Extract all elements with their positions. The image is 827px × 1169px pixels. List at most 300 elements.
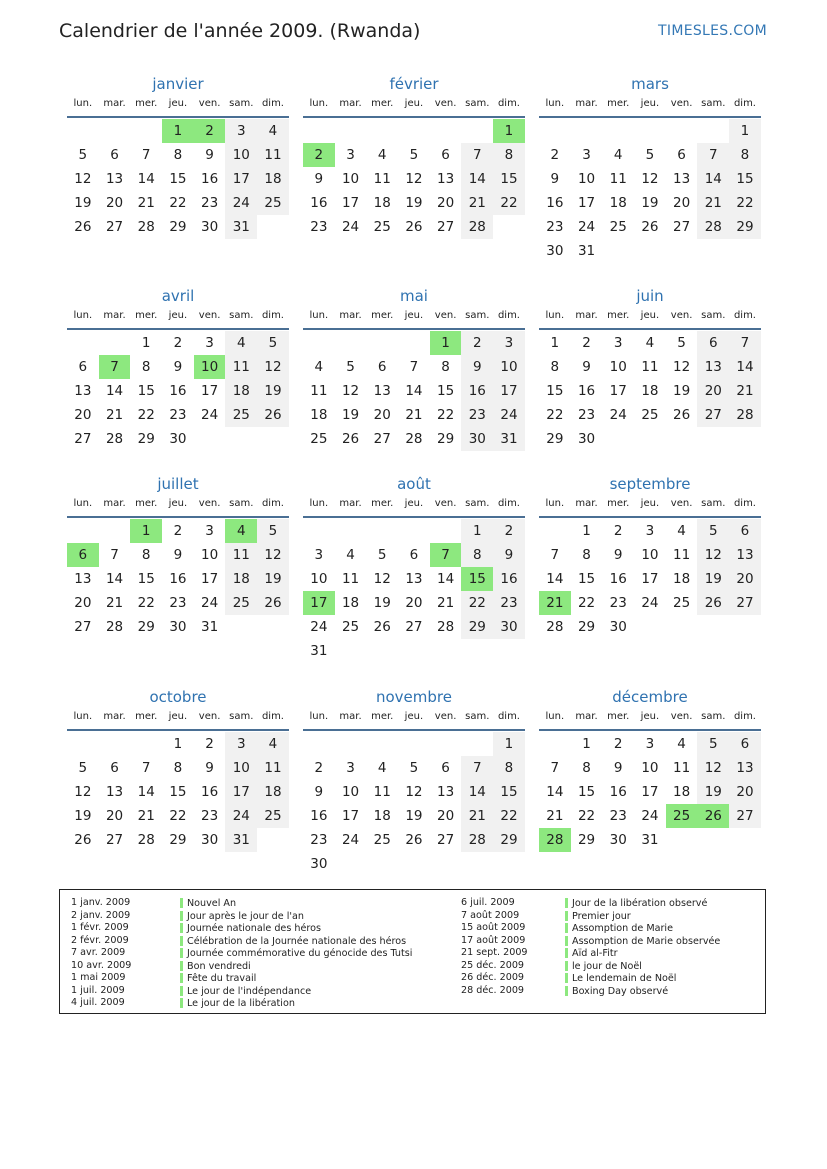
- day-cell: 16: [169, 383, 187, 399]
- legend-holiday-name: Assomption de Marie observée: [565, 936, 720, 946]
- month-name: novembre: [376, 688, 452, 706]
- day-cell: 27: [437, 219, 455, 235]
- day-cell: 29: [137, 619, 155, 635]
- day-cell: 14: [137, 784, 155, 800]
- day-cell: 23: [201, 195, 219, 211]
- day-cell: 22: [137, 407, 155, 423]
- weekday-label: lun.: [73, 310, 93, 321]
- weekday-label: lun.: [545, 498, 565, 509]
- weekend-day-cell: 18: [225, 379, 257, 403]
- week-row: [539, 804, 761, 828]
- day-cell: 24: [201, 407, 219, 423]
- day-cell: 4: [377, 760, 387, 776]
- weekday-label: dim.: [497, 98, 520, 109]
- day-cell: 16: [577, 383, 596, 399]
- weekday-label: jeu.: [168, 711, 188, 722]
- month-name: mars: [631, 75, 669, 93]
- day-cell: 6: [377, 359, 387, 375]
- weekday-label: ven.: [434, 498, 457, 509]
- day-cell: 29: [546, 431, 564, 447]
- week-row: [67, 427, 289, 451]
- weekend-day-cell: 7: [461, 143, 493, 167]
- empty-cell: [729, 239, 761, 263]
- weekend-day-cell: 7: [461, 756, 493, 780]
- day-cell: 15: [546, 383, 564, 399]
- legend-holiday-name: Le lendemain de Noël: [565, 973, 676, 983]
- legend-date: 15 août 2009: [461, 922, 526, 933]
- day-cell: 30: [609, 832, 627, 848]
- day-cell: 9: [173, 359, 183, 375]
- weekend-day-cell: 6: [697, 331, 729, 355]
- week-row: [303, 427, 525, 451]
- legend-holiday-name: Jour après le jour de l'an: [180, 911, 304, 921]
- weekday-label: lun.: [309, 310, 329, 321]
- day-cell: 11: [341, 571, 360, 587]
- weekday-header: [539, 308, 761, 330]
- week-row: [303, 780, 525, 804]
- weekend-day-cell: 14: [461, 780, 493, 804]
- weekend-day-cell: 15: [493, 780, 525, 804]
- holiday-day-cell: 15: [461, 567, 493, 591]
- day-cell: 5: [78, 147, 88, 163]
- day-cell: 4: [677, 523, 686, 539]
- day-cell: 3: [346, 760, 355, 776]
- day-cell: 3: [613, 335, 623, 351]
- weekday-label: lun.: [309, 98, 329, 109]
- legend-holiday-name: Jour de la libération observé: [565, 898, 707, 908]
- weekday-header: [67, 496, 289, 518]
- week-row: [539, 143, 761, 167]
- week-row: [67, 543, 289, 567]
- weekday-label: sam.: [465, 98, 490, 109]
- empty-cell: [303, 119, 335, 143]
- week-row: [303, 403, 525, 427]
- day-cell: 6: [441, 760, 450, 776]
- day-cell: 15: [137, 571, 155, 587]
- day-grid: [539, 331, 761, 451]
- empty-cell: [634, 119, 666, 143]
- day-cell: 19: [405, 195, 423, 211]
- day-cell: 16: [201, 171, 219, 187]
- day-cell: 28: [405, 431, 423, 447]
- day-cell: 30: [310, 856, 328, 872]
- legend-row: [461, 959, 642, 973]
- day-cell: 7: [550, 760, 560, 776]
- day-cell: 7: [141, 147, 151, 163]
- month-name: janvier: [152, 75, 204, 93]
- day-cell: 6: [677, 147, 686, 163]
- day-cell: 9: [613, 547, 623, 563]
- weekend-day-cell: 24: [493, 403, 525, 427]
- day-grid: [67, 119, 289, 239]
- empty-cell: [634, 427, 666, 451]
- day-cell: 7: [550, 547, 560, 563]
- weekend-day-cell: 26: [257, 403, 289, 427]
- day-grid: [303, 519, 525, 663]
- day-cell: 17: [577, 195, 596, 211]
- week-row: [303, 167, 525, 191]
- day-cell: 9: [314, 171, 324, 187]
- week-row: [303, 143, 525, 167]
- weekday-label: jeu.: [168, 498, 188, 509]
- week-row: [67, 804, 289, 828]
- day-cell: 7: [141, 760, 151, 776]
- day-cell: 31: [201, 619, 219, 635]
- day-cell: 9: [613, 760, 623, 776]
- weekend-day-cell: 13: [697, 355, 729, 379]
- weekend-day-cell: 7: [729, 331, 761, 355]
- day-cell: 15: [437, 383, 455, 399]
- empty-cell: [666, 828, 698, 852]
- day-grid: [303, 732, 525, 876]
- week-row: [67, 331, 289, 355]
- week-row: [67, 167, 289, 191]
- week-row: [303, 828, 525, 852]
- weekday-label: sam.: [229, 498, 254, 509]
- day-cell: 27: [74, 431, 92, 447]
- week-row: [539, 167, 761, 191]
- empty-cell: [461, 639, 493, 663]
- day-cell: 30: [201, 219, 219, 235]
- weekday-label: mer.: [371, 498, 394, 509]
- day-cell: 16: [609, 784, 627, 800]
- day-cell: 20: [437, 808, 455, 824]
- empty-cell: [634, 239, 666, 263]
- weekday-label: ven.: [198, 711, 221, 722]
- empty-cell: [225, 427, 257, 451]
- legend-holiday-name: Aïd al-Fitr: [565, 948, 618, 958]
- weekday-label: sam.: [701, 98, 726, 109]
- legend-row: [461, 972, 677, 985]
- empty-cell: [539, 732, 571, 756]
- week-row: [67, 615, 289, 639]
- weekend-day-cell: 4: [257, 119, 289, 143]
- weekday-label: jeu.: [640, 310, 660, 321]
- weekday-header: [67, 308, 289, 330]
- weekday-header: [539, 496, 761, 518]
- day-grid: [539, 732, 761, 852]
- weekday-label: jeu.: [404, 310, 424, 321]
- day-cell: 2: [582, 335, 591, 351]
- weekend-day-cell: 11: [257, 756, 289, 780]
- weekday-label: lun.: [73, 711, 93, 722]
- day-cell: 12: [641, 171, 659, 187]
- weekend-day-cell: 3: [225, 732, 257, 756]
- month-name: décembre: [612, 688, 688, 706]
- day-cell: 1: [550, 335, 560, 351]
- day-cell: 5: [677, 335, 686, 351]
- day-cell: 25: [641, 407, 659, 423]
- weekday-header: [303, 96, 525, 118]
- day-cell: 23: [201, 808, 219, 824]
- day-cell: 2: [550, 147, 560, 163]
- day-cell: 10: [341, 784, 360, 800]
- week-row: [67, 403, 289, 427]
- empty-cell: [729, 615, 761, 639]
- empty-cell: [303, 331, 335, 355]
- day-cell: 4: [377, 147, 387, 163]
- legend-date: 6 juil. 2009: [461, 897, 515, 908]
- weekday-label: dim.: [733, 711, 756, 722]
- day-cell: 9: [205, 147, 214, 163]
- day-cell: 3: [205, 523, 214, 539]
- weekday-label: jeu.: [640, 711, 660, 722]
- day-cell: 13: [437, 171, 455, 187]
- day-cell: 28: [105, 431, 124, 447]
- day-cell: 13: [105, 171, 124, 187]
- day-cell: 28: [137, 832, 155, 848]
- day-cell: 16: [169, 571, 187, 587]
- weekday-label: lun.: [73, 98, 93, 109]
- day-cell: 19: [673, 383, 691, 399]
- empty-cell: [539, 119, 571, 143]
- day-cell: 3: [205, 335, 214, 351]
- empty-cell: [366, 852, 398, 876]
- day-cell: 4: [314, 359, 324, 375]
- legend-holiday-name: Boxing Day observé: [565, 986, 668, 996]
- day-cell: 24: [609, 407, 627, 423]
- day-cell: 16: [310, 808, 328, 824]
- legend-holiday-name: Journée nationale des héros: [180, 923, 321, 933]
- weekend-day-cell: 30: [493, 615, 525, 639]
- day-cell: 26: [405, 832, 423, 848]
- month-block: [539, 472, 761, 639]
- empty-cell: [666, 119, 698, 143]
- day-cell: 5: [409, 760, 419, 776]
- weekend-day-cell: 29: [729, 215, 761, 239]
- holiday-day-cell: 7: [430, 543, 462, 567]
- weekend-day-cell: 19: [697, 780, 729, 804]
- weekday-label: dim.: [733, 98, 756, 109]
- empty-cell: [67, 519, 99, 543]
- week-row: [539, 191, 761, 215]
- week-row: [67, 215, 289, 239]
- week-row: [303, 519, 525, 543]
- legend-holiday-name: Fête du travail: [180, 973, 256, 983]
- day-cell: 8: [141, 359, 151, 375]
- day-cell: 22: [577, 595, 596, 611]
- weekday-label: mer.: [607, 98, 630, 109]
- day-cell: 7: [110, 547, 119, 563]
- weekend-day-cell: 17: [225, 167, 257, 191]
- weekday-label: jeu.: [404, 498, 424, 509]
- day-cell: 27: [105, 219, 124, 235]
- empty-cell: [130, 119, 162, 143]
- week-row: [67, 119, 289, 143]
- weekend-day-cell: 20: [697, 379, 729, 403]
- weekend-day-cell: 14: [729, 355, 761, 379]
- weekday-label: sam.: [465, 711, 490, 722]
- legend-row: [71, 947, 413, 960]
- legend-row: [461, 922, 674, 935]
- day-cell: 17: [641, 784, 659, 800]
- day-cell: 13: [105, 784, 124, 800]
- day-cell: 13: [405, 571, 423, 587]
- week-row: [303, 191, 525, 215]
- day-grid: [303, 119, 525, 239]
- legend-date: 2 janv. 2009: [71, 909, 131, 921]
- legend-date: 25 déc. 2009: [461, 959, 525, 971]
- day-cell: 14: [137, 171, 155, 187]
- weekday-label: jeu.: [404, 98, 424, 109]
- weekend-day-cell: 20: [729, 567, 761, 591]
- empty-cell: [493, 852, 525, 876]
- weekday-label: dim.: [733, 498, 756, 509]
- holiday-day-cell: 2: [194, 119, 226, 143]
- weekday-label: mer.: [135, 711, 158, 722]
- month-block: [303, 685, 525, 876]
- day-cell: 15: [577, 784, 596, 800]
- day-cell: 18: [673, 571, 691, 587]
- empty-cell: [493, 639, 525, 663]
- month-name: mai: [400, 287, 428, 305]
- day-cell: 11: [373, 171, 391, 187]
- weekend-day-cell: 5: [697, 519, 729, 543]
- month-name: août: [397, 475, 431, 493]
- holiday-day-cell: 25: [666, 804, 698, 828]
- holiday-day-cell: 1: [130, 519, 162, 543]
- weekday-label: sam.: [229, 711, 254, 722]
- day-cell: 30: [201, 832, 219, 848]
- weekend-day-cell: 30: [461, 427, 493, 451]
- day-cell: 19: [373, 595, 391, 611]
- weekday-label: mar.: [103, 498, 126, 509]
- brand-logo-text[interactable]: TIMESLES.COM: [658, 23, 767, 39]
- week-row: [67, 191, 289, 215]
- day-cell: 30: [577, 431, 596, 447]
- week-row: [303, 804, 525, 828]
- week-row: [303, 355, 525, 379]
- weekend-day-cell: 25: [257, 191, 289, 215]
- weekend-day-cell: 8: [493, 756, 525, 780]
- day-cell: 25: [341, 619, 360, 635]
- weekend-day-cell: 8: [461, 543, 493, 567]
- week-row: [67, 732, 289, 756]
- weekend-day-cell: 28: [697, 215, 729, 239]
- week-row: [303, 379, 525, 403]
- weekend-day-cell: 31: [493, 427, 525, 451]
- empty-cell: [99, 519, 131, 543]
- day-cell: 25: [373, 219, 391, 235]
- day-cell: 28: [437, 619, 455, 635]
- weekday-label: lun.: [309, 498, 329, 509]
- day-cell: 8: [173, 760, 183, 776]
- empty-cell: [398, 852, 430, 876]
- weekend-day-cell: 21: [697, 191, 729, 215]
- day-cell: 26: [405, 219, 423, 235]
- empty-cell: [225, 615, 257, 639]
- weekend-day-cell: 12: [257, 355, 289, 379]
- day-cell: 2: [314, 760, 324, 776]
- holiday-day-cell: 2: [303, 143, 335, 167]
- empty-cell: [697, 119, 729, 143]
- day-cell: 20: [105, 808, 124, 824]
- month-name: juillet: [157, 475, 199, 493]
- week-row: [303, 732, 525, 756]
- day-cell: 23: [577, 407, 596, 423]
- weekday-label: lun.: [73, 498, 93, 509]
- holiday-day-cell: 1: [430, 331, 462, 355]
- month-block: [67, 685, 289, 852]
- day-cell: 22: [437, 407, 455, 423]
- day-cell: 6: [110, 760, 119, 776]
- weekday-label: ven.: [198, 98, 221, 109]
- weekend-day-cell: 19: [257, 567, 289, 591]
- legend-holiday-name: Journée commémorative du génocide des Tutsi: [180, 948, 412, 958]
- empty-cell: [602, 119, 634, 143]
- weekday-label: lun.: [309, 711, 329, 722]
- weekend-day-cell: 21: [461, 191, 493, 215]
- week-row: [539, 119, 761, 143]
- empty-cell: [729, 828, 761, 852]
- week-row: [67, 780, 289, 804]
- day-cell: 24: [341, 832, 360, 848]
- weekend-day-cell: 14: [461, 167, 493, 191]
- day-cell: 3: [346, 147, 355, 163]
- day-cell: 6: [441, 147, 450, 163]
- day-cell: 21: [137, 808, 155, 824]
- day-cell: 9: [205, 760, 214, 776]
- weekday-label: ven.: [198, 310, 221, 321]
- day-cell: 26: [673, 407, 691, 423]
- holiday-legend: [59, 889, 766, 1014]
- month-name: septembre: [609, 475, 691, 493]
- day-grid: [539, 519, 761, 639]
- day-grid: [67, 732, 289, 852]
- day-cell: 13: [74, 383, 92, 399]
- weekend-day-cell: 7: [697, 143, 729, 167]
- day-cell: 19: [74, 195, 92, 211]
- month-block: [303, 72, 525, 239]
- week-row: [303, 639, 525, 663]
- day-cell: 2: [205, 736, 214, 752]
- empty-cell: [430, 732, 462, 756]
- day-grid: [67, 519, 289, 639]
- day-cell: 21: [105, 595, 124, 611]
- empty-cell: [571, 119, 603, 143]
- day-cell: 20: [74, 595, 92, 611]
- weekend-day-cell: 28: [461, 828, 493, 852]
- weekend-day-cell: 12: [257, 543, 289, 567]
- weekend-day-cell: 25: [225, 403, 257, 427]
- weekday-label: ven.: [670, 310, 693, 321]
- empty-cell: [602, 427, 634, 451]
- day-cell: 8: [441, 359, 450, 375]
- week-row: [67, 828, 289, 852]
- weekend-day-cell: 15: [729, 167, 761, 191]
- weekend-day-cell: 5: [257, 519, 289, 543]
- weekend-day-cell: 22: [493, 804, 525, 828]
- day-cell: 11: [673, 547, 691, 563]
- day-cell: 8: [141, 547, 151, 563]
- week-row: [67, 591, 289, 615]
- day-cell: 18: [310, 407, 328, 423]
- weekday-label: sam.: [701, 498, 726, 509]
- legend-holiday-name: Bon vendredi: [180, 961, 251, 971]
- day-cell: 24: [641, 808, 659, 824]
- day-cell: 22: [577, 808, 596, 824]
- week-row: [67, 756, 289, 780]
- month-name: avril: [161, 287, 195, 305]
- weekend-day-cell: 1: [493, 732, 525, 756]
- weekend-day-cell: 16: [493, 567, 525, 591]
- day-cell: 10: [641, 760, 659, 776]
- weekday-header: [303, 709, 525, 731]
- weekday-label: mar.: [339, 98, 362, 109]
- week-row: [539, 379, 761, 403]
- day-cell: 25: [609, 219, 627, 235]
- day-cell: 20: [405, 595, 423, 611]
